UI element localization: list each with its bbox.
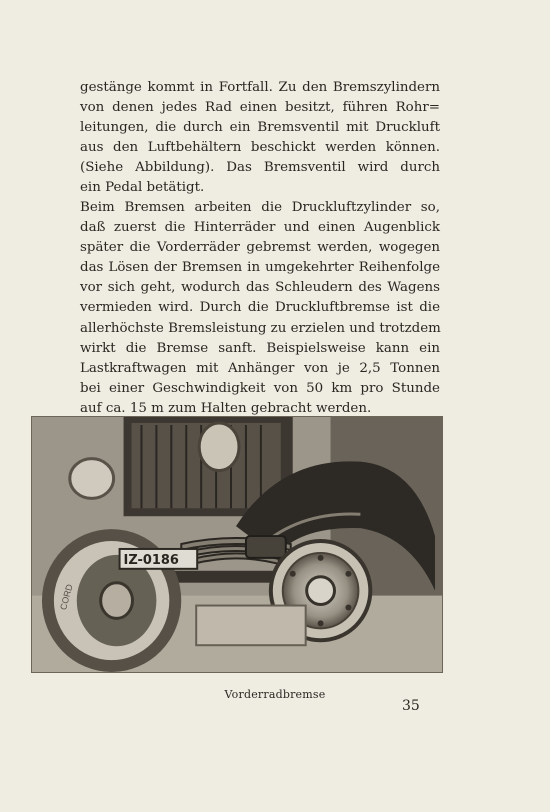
paragraph-1 — [80, 78, 440, 199]
text-line: von denen jedes Rad einen besitzt, führen Rohr= — [80, 100, 440, 116]
text-line: vermieden wird. Durch die Druckluftbremse ist die — [80, 300, 440, 316]
figure-caption: Vorderradbremse — [224, 688, 326, 701]
text-line: später die Vorderräder gebremst werden, wogegen — [80, 240, 440, 256]
text-line: daß zuerst die Hinterräder und einen Augenblick — [80, 220, 440, 236]
paragraph-2 — [80, 198, 440, 419]
text-line: Beim Bremsen arbeiten die Druckluftzylinder so, — [80, 200, 440, 215]
text-line: wirkt die Bremse sanft. Beispielsweise kann ein — [80, 340, 440, 356]
text-line: leitungen, die durch ein Bremsventil mit Druckluft — [80, 120, 440, 136]
text-line: das Lösen der Bremsen in umgekehrter Reihenfolge — [80, 260, 440, 276]
text-line: gestänge kommt in Fortfall. Zu den Bremszylindern — [80, 80, 440, 95]
text-line: auf ca. 15 m zum Halten gebracht werden. — [80, 400, 372, 416]
photo-illustration — [32, 417, 442, 672]
front-wheel-brake-photo — [31, 416, 443, 673]
page-number: 35 — [402, 698, 420, 714]
text-line: aus den Luftbehältern beschickt werden können. — [80, 140, 440, 156]
text-line: (Siehe Abbildung). Das Bremsventil wird durch — [80, 160, 440, 176]
tire-text: CORD — [58, 583, 75, 611]
text-line: Lastkraftwagen mit Anhänger von je 2,5 Tonnen — [80, 360, 440, 376]
license-plate-text: IZ-0186 — [123, 552, 179, 568]
text-line: ein Pedal betätigt. — [80, 180, 205, 196]
text-line: allerhöchste Bremsleistung zu erzielen und trotzdem — [80, 320, 441, 336]
text-line: bei einer Geschwindigkeit von 50 km pro Stunde — [80, 380, 440, 396]
text-line: vor sich geht, wodurch das Schleudern des Wagens — [80, 280, 440, 296]
